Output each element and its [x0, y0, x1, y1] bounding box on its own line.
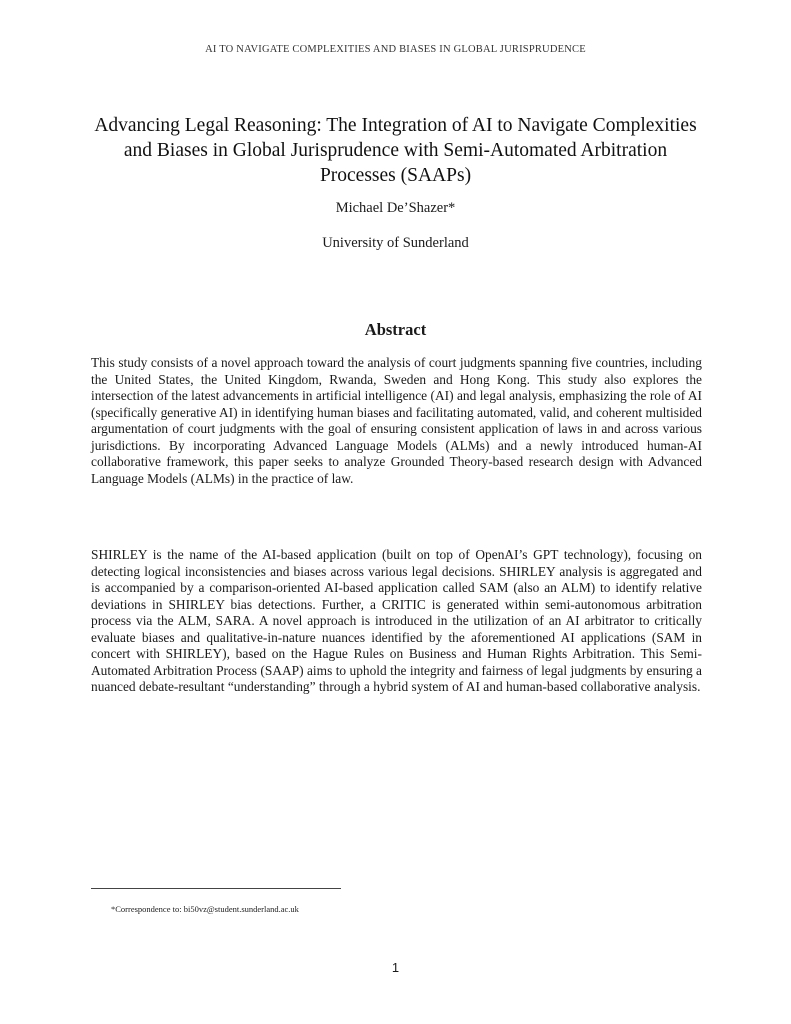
abstract-paragraph-1: This study consists of a novel approach toward the analysis of court judgments spanning five countries, including the United States, the United Kingdom, Rwanda, Sweden and Hong Kong. This study also explores the intersection of the latest advancements in artificial intelligence (AI) and legal analysis, emphasizing the role of AI (specifically generative AI) in identifying human biases and facilitating automated, valid, and coherent multisided argumentation of court judgments with the goal of ensuring consistent application of laws in and across various jurisdictions. By incorporating Advanced Language Models (ALMs) and a newly introduced human-AI collaborative framework, this paper seeks to analyze Grounded Theory-based research design with Advanced Language Models (ALMs) in the practice of law.	[91, 355, 702, 486]
paper-title: Advancing Legal Reasoning: The Integration of AI to Navigate Complexities and Biases in Global Jurisprudence with Semi-Automated Arbitration Processes (SAAPs)	[94, 115, 697, 186]
footnote-divider	[91, 888, 341, 889]
author-name: Michael De’Shazer*	[335, 200, 456, 216]
abstract-heading: Abstract	[364, 320, 427, 339]
author-affiliation: University of Sunderland	[322, 235, 469, 251]
running-header: AI TO NAVIGATE COMPLEXITIES AND BIASES IN GLOBAL JURISPRUDENCE	[205, 44, 586, 55]
page-number: 1	[391, 960, 400, 975]
abstract-paragraph-2: SHIRLEY is the name of the AI-based application (built on top of OpenAI’s GPT technology), focusing on detecting logical inconsistencies and biases across various legal decisions. SHIRLEY analysis is aggregated and is accompanied by a comparison-oriented AI-based application called SAM (also an ALM) to identify relative deviations in SHIRLEY bias detections. Further, a CRITIC is generated within semi-autonomous arbitration process via the ALM, SARA. A novel approach is introduced in the utilization of an AI arbitrator to critically evaluate biases and qualitative-in-nature nuances identified by the aforementioned AI applications (SAM in concert with SHIRLEY), based on the Hague Rules on Business and Human Rights Arbitration. This Semi-Automated Arbitration Process (SAAP) aims to uphold the integrity and fairness of legal judgments by ensuring a nuanced debate-resultant “understanding” through a hybrid system of AI and human-based collaborative analysis.	[91, 547, 702, 695]
correspondence-footnote: *Correspondence to: bi50vz@student.sunderland.ac.uk	[111, 904, 299, 914]
